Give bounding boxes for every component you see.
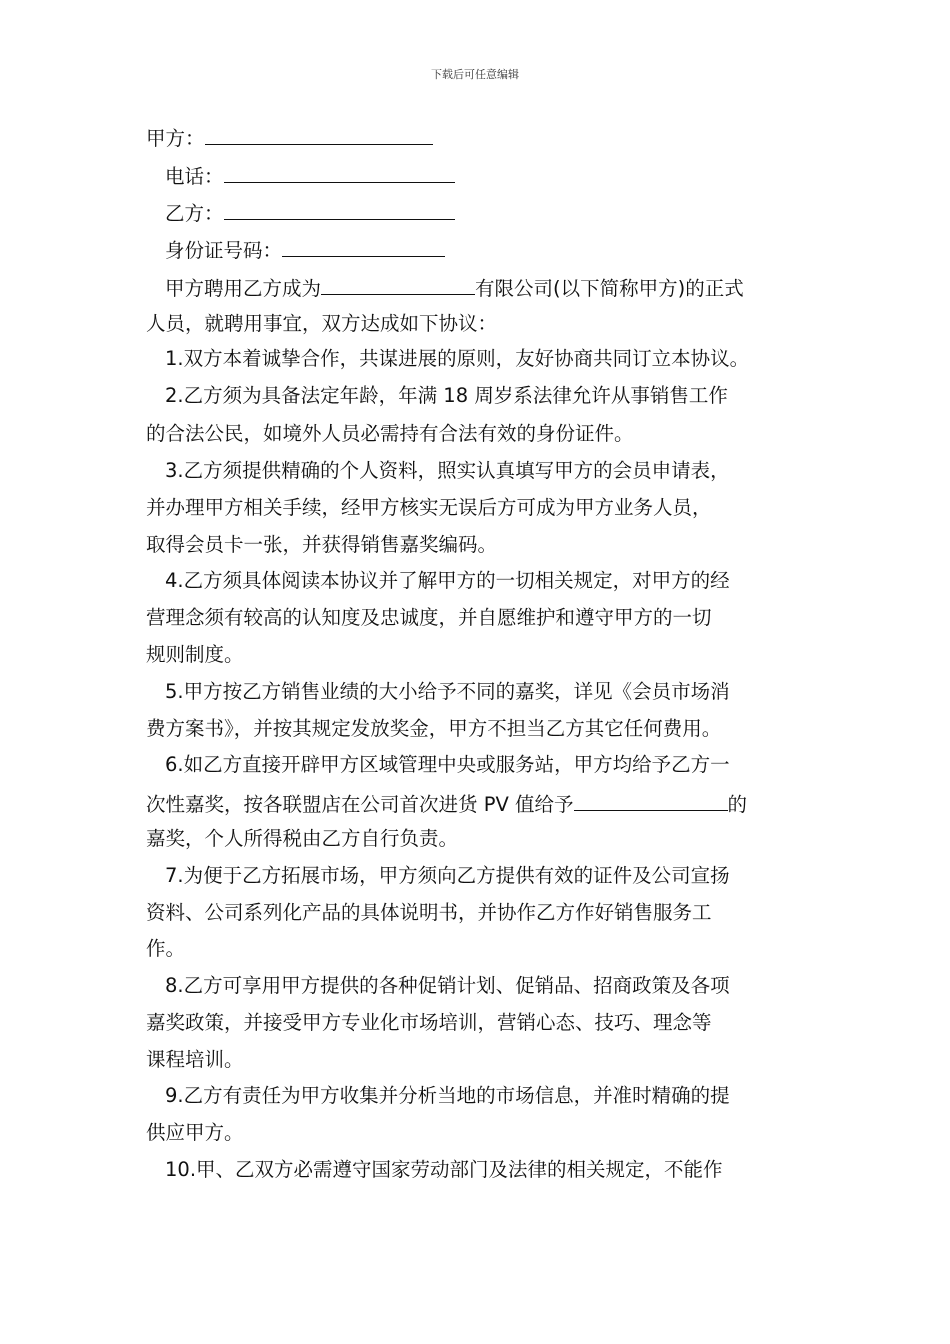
id-number-label: 身份证号码： [165, 239, 283, 262]
party-b-field [165, 201, 455, 224]
clause-4-line-3: 规则制度。 [146, 643, 244, 666]
company-name-blank[interactable] [321, 276, 475, 295]
party-a-field [146, 126, 433, 149]
clause-2-line-2: 的合法公民，如境外人员必需持有合法有效的身份证件。 [146, 422, 634, 445]
clause-4-line-1: 4.乙方须具体阅读本协议并了解甲方的一切相关规定，对甲方的经 [165, 569, 730, 592]
clause-7-line-2: 资料、公司系列化产品的具体说明书，并协作乙方作好销售服务工 [146, 901, 712, 924]
phone-blank[interactable] [224, 164, 455, 183]
id-number-blank[interactable] [282, 238, 445, 257]
clause-6-line-2 [146, 792, 747, 815]
party-b-blank[interactable] [224, 201, 455, 220]
page-header-note: 下载后可任意编辑 [431, 68, 519, 81]
pv-amount-blank[interactable] [574, 792, 728, 811]
clause-6-line-1: 6.如乙方直接开辟甲方区域管理中央或服务站，甲方均给予乙方一 [165, 753, 730, 776]
clause-1-line-1: 1.双方本着诚挚合作，共谋进展的原则，友好协商共同订立本协议。 [165, 347, 750, 370]
clause-8-line-1: 8.乙方可享用甲方提供的各种促销计划、促销品、招商政策及各项 [165, 974, 730, 997]
phone-field [165, 164, 455, 187]
clause-8-line-3: 课程培训。 [146, 1048, 244, 1071]
id-number-field [165, 238, 445, 261]
clause-7-line-3: 作。 [146, 937, 186, 960]
clause-6-line-3: 嘉奖，个人所得税由乙方自行负责。 [146, 827, 459, 850]
clause-4-line-2: 营理念须有较高的认知度及忠诚度，并自愿维护和遵守甲方的一切 [146, 606, 712, 629]
intro-line-1 [165, 276, 744, 299]
party-b-label: 乙方： [165, 202, 224, 225]
phone-label: 电话： [165, 165, 224, 188]
clause-9-line-2: 供应甲方。 [146, 1121, 244, 1144]
clause-8-line-2: 嘉奖政策，并接受甲方专业化市场培训，营销心态、技巧、理念等 [146, 1011, 712, 1034]
clause-5-line-2: 费方案书》，并按其规定发放奖金，甲方不担当乙方其它任何费用。 [146, 717, 722, 740]
clause-5-line-1: 5.甲方按乙方销售业绩的大小给予不同的嘉奖，详见《会员市场消 [165, 680, 730, 703]
clause-9-line-1: 9.乙方有责任为甲方收集并分析当地的市场信息，并准时精确的提 [165, 1084, 730, 1107]
clause-6-line-2-text: 次性嘉奖，按各联盟店在公司首次进货 PV 值给予 [146, 793, 574, 816]
clause-3-line-2: 并办理甲方相关手续，经甲方核实无误后方可成为甲方业务人员， [146, 496, 712, 519]
clause-2-line-1: 2.乙方须为具备法定年龄，年满 18 周岁系法律允许从事销售工作 [165, 384, 728, 407]
clause-7-line-1: 7.为便于乙方拓展市场，甲方须向乙方提供有效的证件及公司宣扬 [165, 864, 730, 887]
clause-3-line-1: 3.乙方须提供精确的个人资料，照实认真填写甲方的会员申请表， [165, 459, 730, 482]
intro-text-1: 甲方聘用乙方成为 [165, 277, 322, 300]
party-a-blank[interactable] [205, 126, 433, 145]
intro-text-2: 有限公司(以下简称甲方)的正式 [475, 277, 744, 300]
clause-10-line-1: 10.甲、乙双方必需遵守国家劳动部门及法律的相关规定，不能作 [165, 1158, 723, 1181]
intro-line-2: 人员，就聘用事宜，双方达成如下协议： [146, 312, 498, 335]
clause-3-line-3: 取得会员卡一张，并获得销售嘉奖编码。 [146, 533, 498, 556]
clause-6-line-2-end: 的 [727, 793, 748, 816]
party-a-label: 甲方： [146, 127, 205, 150]
